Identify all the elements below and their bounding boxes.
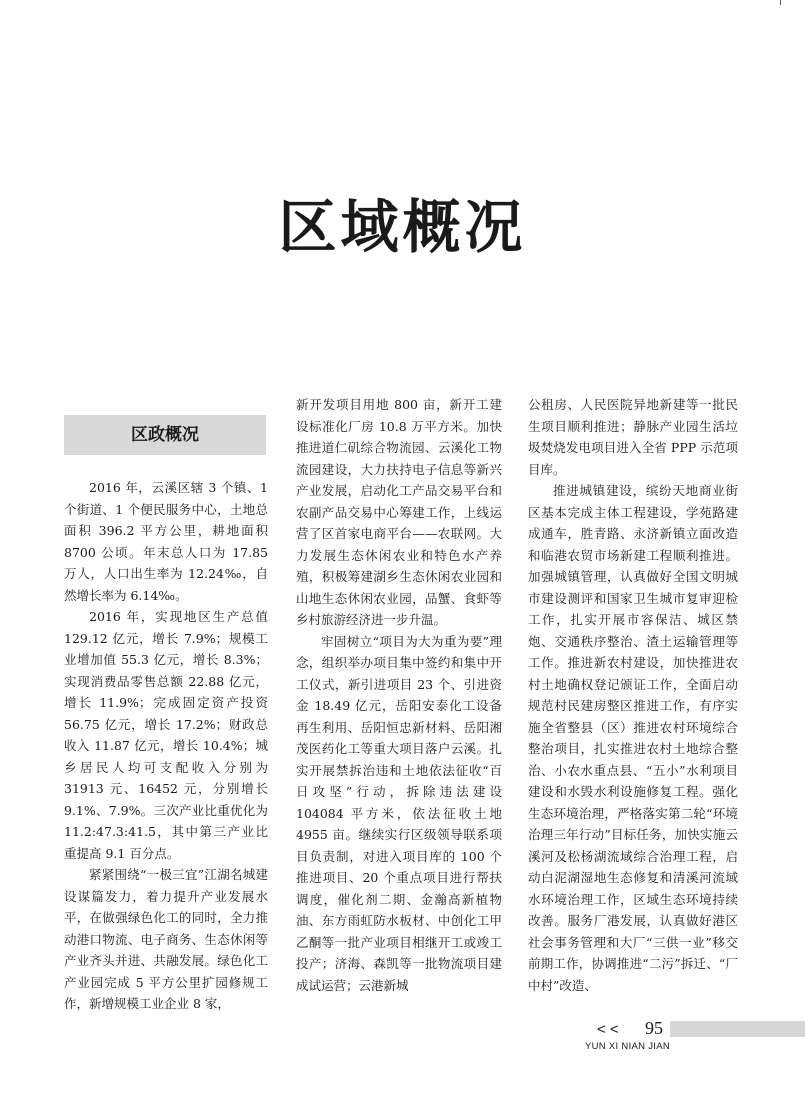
paragraph: 推进城镇建设，缤纷天地商业街区基本完成主体工程建设，学苑路建成通车，胜青路、永济新镇立面改造和临港农贸市场新建工程顺利推进。加强城镇管理，认真做好全国文明城市建设测评和国家卫生城市复审迎检工作，扎实开展市容保洁、城区禁炮、交通秩序整治、渣土运输管理等工作。推进新农村建设，加快推进农村土地确权登记颁证工作，全面启动规范村民建房整区推进工作，有序实施全省整县（区）推进农村环境综合整治项目，扎实推进农村土地综合整治、小农水重点县、“五小”水利项目建设和水毁水利设施修复工程。强化生态环境治理，严格落实第二轮“环境治理三年行动”目标任务，加快实施云溪河及松杨湖流域综合治理工程，启动白泥湖湿地生态修复和清溪河流域水环境治理工作，区域生态环境持续改善。服务厂港发展，认真做好港区社会事务管理和大厂“三供一业”移交前期工作，协调推进“二污”拆迁、“厂中村”改造、	[528, 483, 738, 993]
paragraph: 2016 年，云溪区辖 3 个镇、1 个街道、1 个便民服务中心，土地总面积 396.2 平方公里，耕地面积 8700 公顷。年末总人口为 17.85 万人，人口出生率为 12.24‰，自然增长率为 6.14‰。	[64, 480, 268, 603]
text-column-1	[64, 477, 268, 1015]
footer-arrows: < <	[597, 1021, 619, 1038]
corner-mark	[780, 0, 781, 5]
paragraph: 牢固树立“项目为大为重为要”理念，组织举办项目集中签约和集中开工仪式，新引进项目 23 个、引进资金 18.49 亿元，岳阳安泰化工设备再生利用、岳阳恒忠新材料、岳阳湘茂医药化工等重大项目落户云溪。扎实开展禁拆治违和土地依法征收“百日攻坚”行动，拆除违法建设 104084 平方米，依法征收土地 4955 亩。继续实行区级领导联系项目负责制，对进入项目库的 100 个推进项目、20 个重点项目进行帮扶调度，催化剂二期、金瀚高新植物油、东方雨虹防水板材、中创化工甲乙酮等一批产业项目相继开工或竣工投产；济海、森凯等一批物流项目建成试运营；云港新城	[296, 633, 502, 993]
footer-bar	[670, 1021, 805, 1037]
paragraph: 紧紧围绕“一极三宜”江湖名城建设谋篇发力，着力提升产业发展水平，在做强绿色化工的同时，全力推动港口物流、电子商务、生态休闲等产业齐头并进、共融发展。绿色化工产业园完成 5 平方公里扩园修规工作，新增规模工业企业 8 家，	[64, 867, 268, 1011]
page-number: 95	[645, 1018, 663, 1038]
page-title: 区域概况	[278, 193, 527, 261]
text-column-2	[296, 394, 502, 996]
paragraph: 2016 年，实现地区生产总值 129.12 亿元，增长 7.9%；规模工业增加值 55.3 亿元，增长 8.3%；实现消费品零售总额 22.88 亿元，增长 11.9%；完成固定资产投资 56.75 亿元，增长 17.2%；财政总收入 11.87 亿元，增长 10.4%；城乡居民人均可支配收入分别为 31913 元、16452 元，分别增长 9.1%、7.9%。三次产业比重优化为 11.2:47.3:41.5，其中第三产业比重提高 9.1 百分点。	[64, 609, 268, 861]
paragraph: 新开发项目用地 800 亩，新开工建设标准化厂房 10.8 万平方米。加快推进道仁矶综合物流园、云溪化工物流园建设，大力扶持电子信息等新兴产业发展，启动化工产品交易平台和农副产品交易中心筹建工作，上线运营了区首家电商平台——农联网。大力发展生态休闲农业和特色水产养殖，积极筹建湖乡生态休闲农业园和山地生态休闲农业园，品蟹、食虾等乡村旅游经济进一步升温。	[296, 397, 502, 627]
section-heading: 区政概况	[64, 415, 266, 455]
paragraph: 公租房、人民医院异地新建等一批民生项目顺利推进；静脉产业园生活垃圾焚烧发电项目进入全省 PPP 示范项目库。	[528, 397, 738, 477]
footer-subtitle: YUN XI NIAN JIAN	[585, 1041, 671, 1052]
text-column-3	[528, 394, 738, 996]
